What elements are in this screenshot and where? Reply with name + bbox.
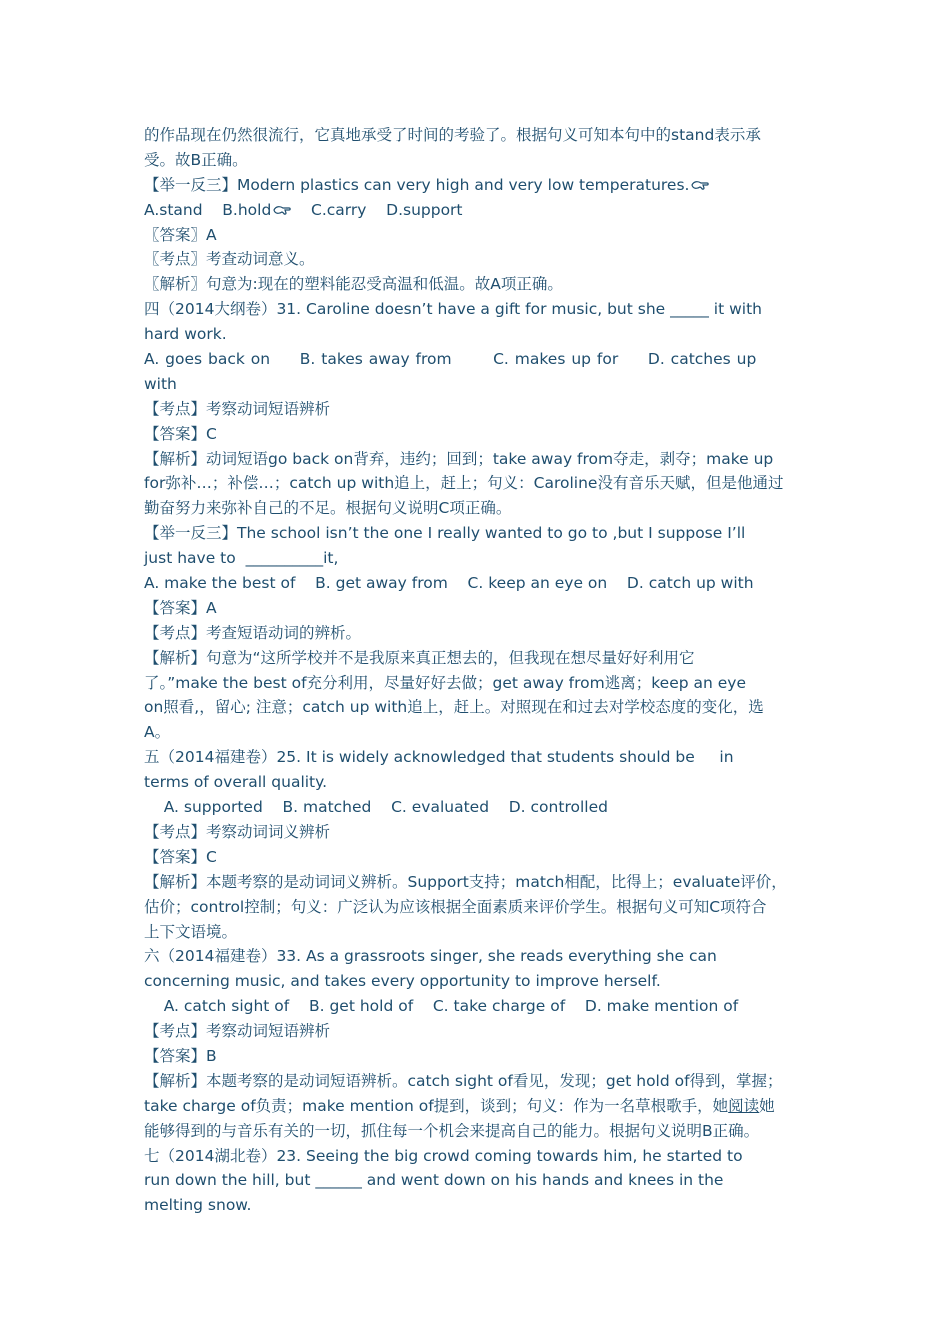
text-line: 四（2014大纲卷）31. Caroline doesn’t have a gift for music, but she _____ it with: [144, 300, 762, 319]
text-line: on照看,，留心; 注意；catch up with追上，赶上。对照现在和过去对学校态度的变化，选: [144, 698, 764, 717]
text-line: 【解析】本题考察的是动词短语辨析。catch sight of看见，发现；get hold of得到，掌握；: [144, 1071, 783, 1090]
text-line: 〖考点〗考查动词意义。: [144, 250, 315, 269]
question-line: [144, 173, 806, 198]
text-line: 【考点】考察动词短语辨析: [144, 399, 331, 418]
pointing-hand-icon: [273, 204, 291, 216]
text-line: with: [144, 374, 177, 393]
text-line: 七（2014湖北卷）23. Seeing the big crowd coming towards him, he started to: [144, 1146, 743, 1165]
text-line: 【举一反三】The school isn’t the one I really wanted to go to ,but I suppose I’ll: [144, 524, 746, 543]
text-line: hard work.: [144, 325, 227, 344]
text-line: 的作品现在仍然很流行，它真地承受了时间的考验了。根据句义可知本句中的stand表示承: [144, 126, 761, 144]
text-line: 【解析】句意为“这所学校并不是我原来真正想去的，但我现在想尽量好好利用它: [144, 648, 695, 667]
text-line: 受。故B正确。: [144, 150, 248, 169]
text-line: for弥补…；补偿…；catch up with追上，赶上；句义：Caroline没有音乐天赋，但是他通过: [144, 474, 784, 493]
text-line: A. catch sight of B. get hold of C. take charge of D. make mention of: [144, 997, 739, 1016]
text-line: 〖答案〗A: [144, 225, 217, 244]
option-text: C.carry D.support: [311, 200, 463, 219]
text-segment: 她: [759, 1096, 775, 1115]
text-line: A。: [144, 723, 171, 742]
text-line: 〖解析〗句意为:现在的塑料能忍受高温和低温。故A项正确。: [144, 275, 563, 294]
text-line: 五（2014福建卷）25. It is widely acknowledged that students should be in: [144, 748, 734, 767]
text-line: 估价；control控制；句义：广泛认为应该根据全面素质来评价学生。根据句义可知C项符合: [144, 897, 767, 916]
text-segment: take charge of负责；make mention of提到，谈到；句义：作为一名草根歌手，她: [144, 1096, 729, 1115]
text-line: terms of overall quality.: [144, 773, 328, 792]
text-line: 【答案】C: [144, 847, 217, 866]
text-line: [144, 1094, 806, 1119]
text-line: 【考点】考察动词词义辨析: [144, 822, 331, 841]
text-line: 能够得到的与音乐有关的一切，抓住每一个机会来提高自己的能力。根据句义说明B正确。: [144, 1121, 760, 1140]
text-line: concerning music, and takes every opportunity to improve herself.: [144, 972, 661, 991]
text-line: 【解析】动词短语go back on背弃，违约；回到；take away from夺走，剥夺；make up: [144, 449, 774, 468]
text-line: 【答案】C: [144, 424, 217, 443]
text-line: 【考点】考查短语动词的辨析。: [144, 623, 362, 642]
pointing-hand-icon: [691, 179, 709, 191]
text-line: 了。”make the best of充分利用，尽量好好去做；get away from逃离；keep an eye: [144, 673, 747, 692]
option-text: A.stand B.hold: [144, 200, 272, 219]
options-line: [144, 198, 806, 223]
text-line: 上下文语境。: [144, 922, 238, 941]
text-line: 【答案】A: [144, 598, 217, 617]
text-line: 【答案】B: [144, 1046, 217, 1065]
text-line: 【解析】本题考察的是动词词义辨析。Support支持；match相配，比得上；evaluate评价，: [144, 872, 787, 891]
text-line: 【考点】考察动词短语辨析: [144, 1022, 331, 1041]
text-line: just have to __________it,: [144, 549, 339, 568]
text-line: 六（2014福建卷）33. As a grassroots singer, she reads everything she can: [144, 947, 717, 966]
text-line: melting snow.: [144, 1196, 252, 1215]
text-line: 勤奋努力来弥补自己的不足。根据句义说明C项正确。: [144, 499, 512, 518]
text-line: run down the hill, but ______ and went down on his hands and knees in the: [144, 1171, 724, 1190]
underlined-word: 阅读: [728, 1096, 760, 1115]
text-line: A. supported B. matched C. evaluated D. controlled: [144, 798, 608, 817]
document-page: [144, 123, 806, 1218]
text-line: A. goes back on B. takes away from C. makes up for D. catches up: [144, 350, 757, 369]
question-text: 【举一反三】Modern plastics can very high and very low temperatures.: [144, 175, 690, 194]
text-line: A. make the best of B. get away from C. keep an eye on D. catch up with: [144, 574, 754, 593]
